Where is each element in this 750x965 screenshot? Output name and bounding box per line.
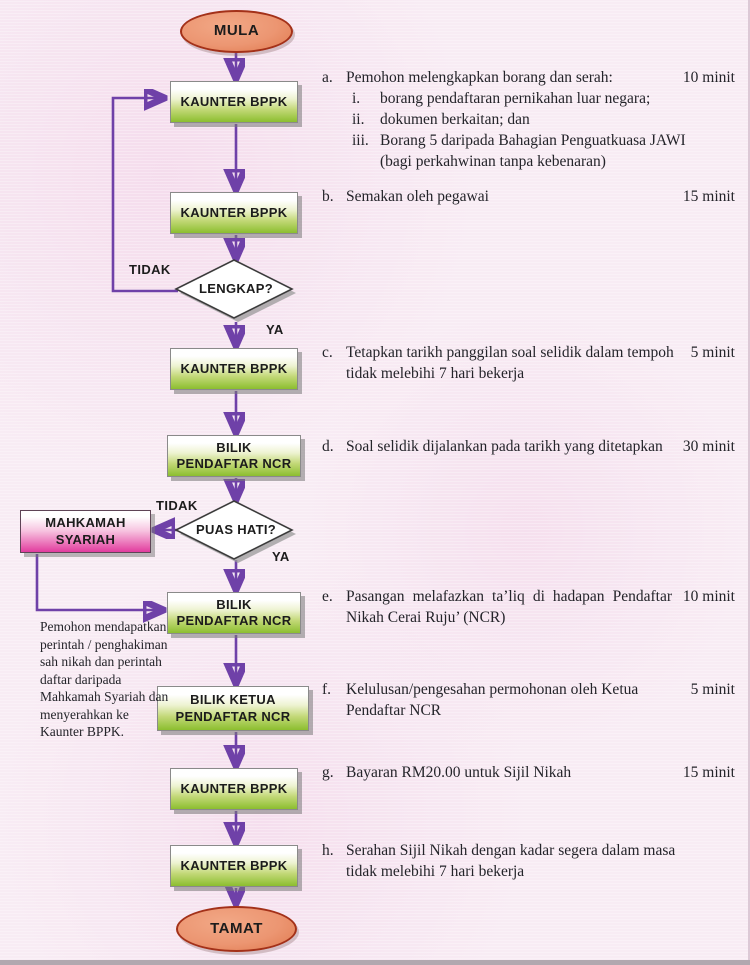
step-a — [322, 67, 745, 172]
step-subitem: i. borang pendaftaran pernikahan luar negara; — [352, 90, 651, 107]
branch-tidak-puashati: TIDAK — [156, 498, 198, 513]
step-d — [322, 436, 745, 457]
step-time: 5 minit — [690, 344, 735, 361]
decision-puas-hati-label: PUAS HATI? — [195, 521, 277, 537]
decision-lengkap — [174, 258, 298, 324]
step-text: Kelulusan/pengesahan permohonan oleh Ketua Pendaftar NCR — [346, 681, 639, 719]
node-bilik-ketua-pendaftar-ncr: BILIK KETUA PENDAFTAR NCR — [157, 686, 309, 731]
step-text: Bayaran RM20.00 untuk Sijil Nikah — [346, 764, 572, 781]
decision-lengkap-label: LENGKAP? — [199, 280, 273, 296]
node-mahkamah-syariah: MAHKAMAH SYARIAH — [20, 510, 151, 553]
step-text: Pasangan melafazkan ta’liq di hadapan Pendaftar Nikah Cerai Ruju’ (NCR) — [346, 588, 672, 626]
step-text: Tetapkan tarikh panggilan soal selidik dalam tempoh tidak melebihi 7 hari bekerja — [346, 344, 674, 382]
step-time: 30 minit — [682, 438, 735, 455]
step-letter: c. — [322, 344, 333, 361]
arrow-mahkamah-to-bilik2 — [37, 554, 160, 610]
end-node: TAMAT — [176, 906, 297, 952]
step-g — [322, 762, 745, 783]
step-subitem: iii. Borang 5 daripada Bahagian Penguatkuasa JAWI — [352, 132, 686, 149]
branch-ya-puashati: YA — [272, 549, 290, 564]
branch-tidak-lengkap: TIDAK — [129, 262, 171, 277]
step-f — [322, 679, 745, 721]
step-text: Semakan oleh pegawai — [346, 188, 489, 205]
step-subitem: (bagi perkahwinan tanpa kebenaran) — [380, 153, 606, 170]
step-letter: a. — [322, 69, 333, 86]
node-bilik-pendaftar-ncr-2: BILIK PENDAFTAR NCR — [167, 592, 301, 634]
step-text: Pemohon melengkapkan borang dan serah: — [346, 69, 613, 86]
node-kaunter-bppk-2: KAUNTER BPPK — [170, 192, 298, 234]
node-kaunter-bppk-1: KAUNTER BPPK — [170, 81, 298, 123]
node-kaunter-bppk-5: KAUNTER BPPK — [170, 845, 298, 887]
step-letter: f. — [322, 681, 332, 698]
step-text: Serahan Sijil Nikah dengan kadar segera dalam masa tidak melebihi 7 hari bekerja — [346, 842, 676, 880]
scan-edge — [0, 960, 750, 965]
node-kaunter-bppk-4: KAUNTER BPPK — [170, 768, 298, 810]
step-letter: b. — [322, 188, 334, 205]
step-time: 15 minit — [682, 188, 735, 205]
branch-ya-lengkap: YA — [266, 322, 284, 337]
node-bilik-pendaftar-ncr-1: BILIK PENDAFTAR NCR — [167, 435, 301, 477]
step-e — [322, 586, 745, 628]
step-letter: h. — [322, 842, 334, 859]
step-time: 15 minit — [682, 764, 735, 781]
side-note: Pemohon mendapatkan perintah / penghakiman sah nikah dan perintah daftar daripada Mahkamah Syariah dan menyerahkan ke Kaunter BPPK. — [40, 619, 169, 739]
step-letter: e. — [322, 588, 333, 605]
step-letter: d. — [322, 438, 334, 455]
step-letter: g. — [322, 764, 334, 781]
step-time: 5 minit — [690, 681, 735, 698]
step-b — [322, 186, 745, 207]
step-subitem: ii. dokumen berkaitan; dan — [352, 111, 530, 128]
step-time: 10 minit — [682, 588, 735, 605]
step-text: Soal selidik dijalankan pada tarikh yang ditetapkan — [346, 438, 663, 455]
start-node: MULA — [180, 10, 293, 53]
node-kaunter-bppk-3: KAUNTER BPPK — [170, 348, 298, 390]
step-h — [322, 840, 745, 882]
step-c — [322, 342, 745, 384]
step-time: 10 minit — [682, 69, 735, 86]
